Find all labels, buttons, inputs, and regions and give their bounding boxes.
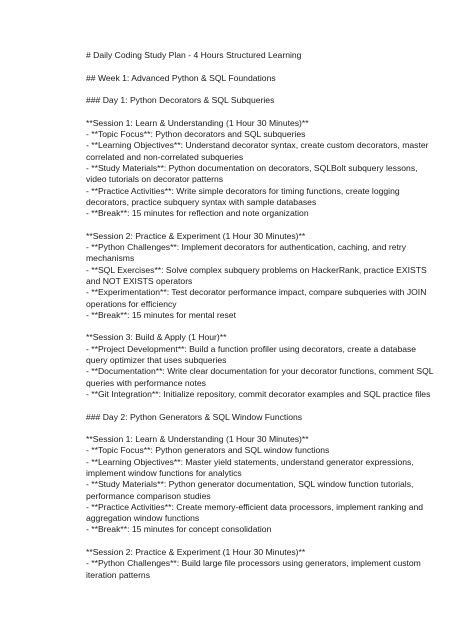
text-line: implement window functions for analytics: [86, 467, 242, 478]
bullet-item: - **Git Integration**: Initialize repository, commit decorator examples and SQL practice files: [86, 388, 431, 399]
bullet-item: - **Python Challenges**: Implement decorators for authentication, caching, and retry: [86, 242, 407, 253]
session-heading: **Session 1: Learn & Understanding (1 Hour 30 Minutes)**: [86, 434, 309, 445]
text-line: video tutorials on decorator patterns: [86, 174, 224, 185]
bullet-item: - **Break**: 15 minutes for concept consolidation: [86, 524, 272, 535]
text-line: queries with performance notes: [86, 377, 206, 388]
blank-line: [86, 400, 454, 411]
bullet-item: - **Study Materials**: Python generator documentation, SQL window function tutorials,: [86, 479, 414, 490]
bullet-item: - **Documentation**: Write clear documentation for your decorator functions, comment SQL: [86, 366, 434, 377]
bullet-item: - **Experimentation**: Test decorator performance impact, compare subqueries with JOIN: [86, 287, 427, 298]
bullet-item: - **SQL Exercises**: Solve complex subquery problems on HackerRank, practice EXISTS: [86, 264, 427, 275]
text-line: decorators, practice subquery syntax with sample databases: [86, 196, 317, 207]
blank-line: [86, 321, 454, 332]
blank-line: [86, 61, 454, 72]
bullet-item: - **Learning Objectives**: Master yield statements, understand generator expressions,: [86, 456, 414, 467]
session-heading: **Session 2: Practice & Experiment (1 Hour 30 Minutes)**: [86, 230, 306, 241]
bullet-item: - **Topic Focus**: Python decorators and SQL subqueries: [86, 129, 306, 140]
text-line: and NOT EXISTS operators: [86, 275, 193, 286]
text-line: aggregation window functions: [86, 513, 200, 524]
blank-line: [86, 106, 454, 117]
bullet-item: - **Practice Activities**: Write simple decorators for timing functions, create logging: [86, 185, 400, 196]
session-heading: **Session 3: Build & Apply (1 Hour)**: [86, 332, 227, 343]
bullet-item: - **Practice Activities**: Create memory-efficient data processors, implement ranking and: [86, 501, 424, 512]
day-heading: ### Day 1: Python Decorators & SQL Subqueries: [86, 95, 275, 106]
blank-line: [86, 219, 454, 230]
text-line: operations for efficiency: [86, 298, 177, 309]
bullet-item: - **Learning Objectives**: Understand decorator syntax, create custom decorators, master: [86, 140, 429, 151]
session-heading: **Session 2: Practice & Experiment (1 Hour 30 Minutes)**: [86, 547, 306, 558]
blank-line: [86, 423, 454, 434]
bullet-item: - **Study Materials**: Python documentation on decorators, SQLBolt subquery lessons,: [86, 162, 418, 173]
text-line: performance comparison studies: [86, 490, 211, 501]
bullet-item: - **Break**: 15 minutes for mental reset: [86, 309, 236, 320]
blank-line: [86, 536, 454, 547]
day-heading: ### Day 2: Python Generators & SQL Window Functions: [86, 411, 303, 422]
text-line: query optimizer that uses subqueries: [86, 355, 227, 366]
text-line: iteration patterns: [86, 569, 151, 580]
bullet-item: - **Break**: 15 minutes for reflection and note organization: [86, 208, 309, 219]
document-body: [86, 50, 454, 581]
week-heading: ## Week 1: Advanced Python & SQL Foundations: [86, 72, 276, 83]
session-heading: **Session 1: Learn & Understanding (1 Hour 30 Minutes)**: [86, 117, 309, 128]
text-line: mechanisms: [86, 253, 135, 264]
document-title: # Daily Coding Study Plan - 4 Hours Structured Learning: [86, 50, 302, 60]
blank-line: [86, 84, 454, 95]
text-line: correlated and non-correlated subqueries: [86, 151, 244, 162]
bullet-item: - **Topic Focus**: Python generators and SQL window functions: [86, 445, 330, 456]
bullet-item: - **Python Challenges**: Build large file processors using generators, implement custom: [86, 558, 421, 569]
bullet-item: - **Project Development**: Build a function profiler using decorators, create a database: [86, 343, 417, 354]
